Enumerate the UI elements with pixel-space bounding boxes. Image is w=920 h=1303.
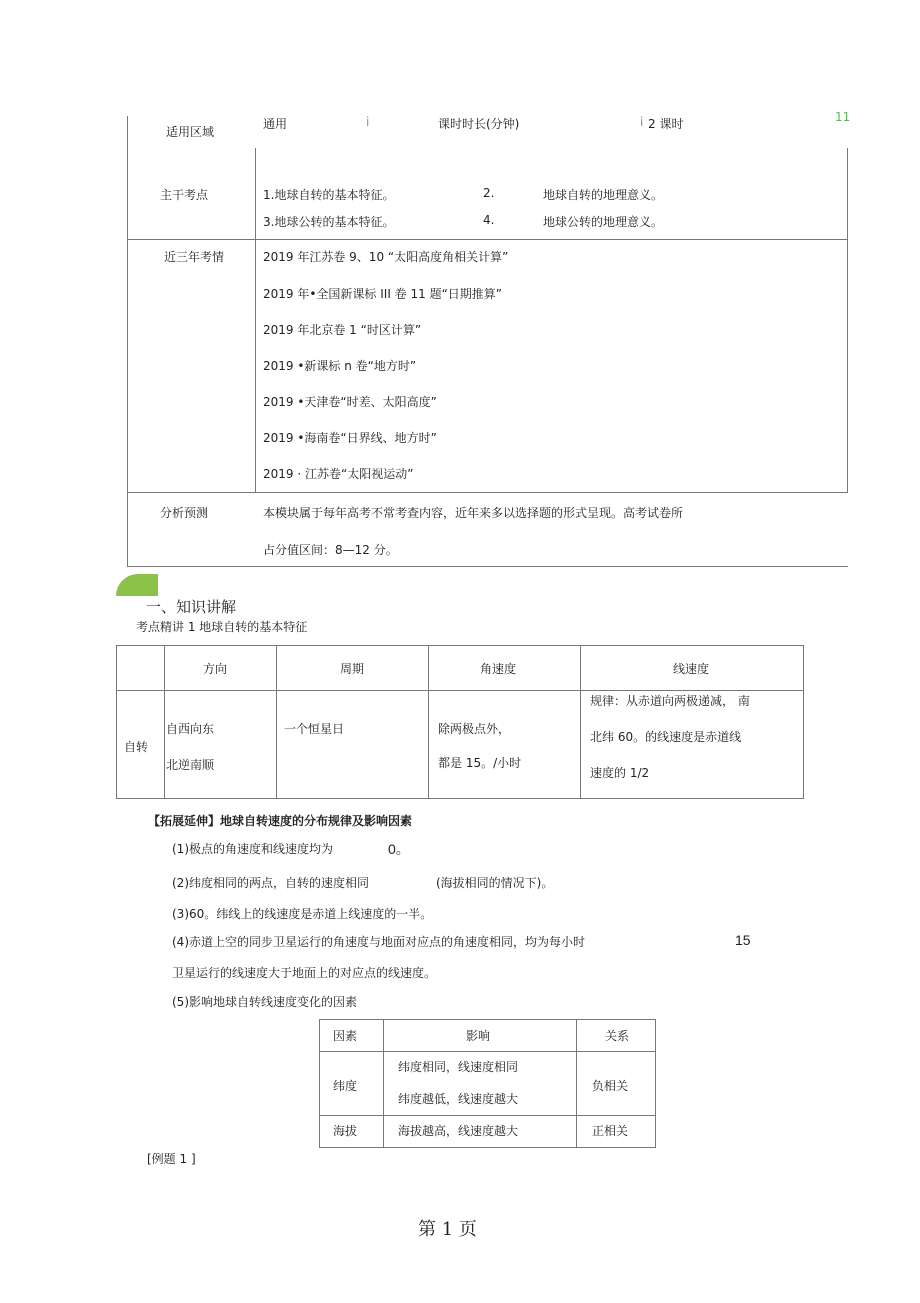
col-header-period: 周期 bbox=[340, 662, 365, 676]
header-row-line bbox=[127, 566, 848, 567]
exam-history-item: 2019 · 江苏卷“太阳视运动” bbox=[263, 467, 414, 481]
factor-altitude: 海拔 bbox=[333, 1124, 358, 1138]
key-point-text: 地球公转的基本特征。 bbox=[274, 215, 395, 229]
linear-line: 北纬 60。的线速度是赤道线 bbox=[590, 730, 742, 744]
factor-latitude-relation: 负相关 bbox=[592, 1079, 629, 1093]
key-point-3 bbox=[263, 213, 394, 230]
cursor-mark: i bbox=[366, 115, 370, 129]
exam-history-item: 2019 •海南卷“日界线、地方时” bbox=[263, 431, 437, 445]
extension-p1b: 0。 bbox=[388, 841, 410, 857]
extension-p5: (5)影响地球自转线速度变化的因素 bbox=[172, 995, 357, 1009]
key-point-num: 1. bbox=[263, 188, 275, 202]
duration-value: 2 课时 bbox=[648, 117, 684, 131]
corner-mark: 11 bbox=[835, 110, 851, 124]
rotation-table-row-line bbox=[116, 690, 804, 691]
exam-history-label: 近三年考情 bbox=[164, 250, 225, 264]
factor-header: 影响 bbox=[466, 1029, 491, 1043]
key-point-2-num: 2. bbox=[483, 186, 495, 200]
angular-line: 都是 15。/小时 bbox=[438, 756, 522, 770]
section-green-tab bbox=[116, 574, 158, 596]
factor-header: 关系 bbox=[605, 1029, 630, 1043]
header-row-line bbox=[127, 492, 848, 493]
extension-p3: (3)60。纬线上的线速度是赤道上线速度的一半。 bbox=[172, 907, 433, 921]
header-table-right-border bbox=[847, 148, 848, 493]
exam-history-item: 2019 年北京卷 1 “时区计算” bbox=[263, 323, 422, 337]
factor-latitude-effect: 纬度相同，线速度相同 bbox=[398, 1060, 519, 1074]
factor-table-col-line bbox=[383, 1019, 384, 1148]
extension-p2a: (2)纬度相同的两点，自转的速度相同 bbox=[172, 876, 369, 890]
region-label: 适用区域 bbox=[166, 125, 215, 139]
key-point-2-text: 地球自转的地理意义。 bbox=[543, 188, 664, 202]
col-header-direction: 方向 bbox=[203, 662, 228, 676]
region-value: 通用 bbox=[263, 117, 288, 131]
section-subtitle: 考点精讲 1 地球自转的基本特征 bbox=[136, 620, 308, 634]
rotation-table-col-line bbox=[580, 645, 581, 799]
exam-history-item: 2019 •新课标 n 卷“地方时” bbox=[263, 359, 417, 373]
duration-label: 课时时长(分钟) bbox=[438, 117, 520, 131]
factor-latitude: 纬度 bbox=[333, 1079, 358, 1093]
extension-p4c: 卫星运行的线速度大于地面上的对应点的线速度。 bbox=[172, 966, 437, 980]
cursor-mark: i bbox=[640, 115, 644, 129]
factor-table-row-line bbox=[319, 1051, 656, 1052]
key-point-text: 地球自转的基本特征。 bbox=[274, 188, 395, 202]
extension-p1a: (1)极点的角速度和线速度均为 bbox=[172, 842, 333, 856]
key-point-4-text: 地球公转的地理意义。 bbox=[543, 215, 664, 229]
factor-table-col-line bbox=[576, 1019, 577, 1148]
rotation-table-col-line bbox=[428, 645, 429, 799]
forecast-label: 分析预测 bbox=[160, 506, 209, 520]
forecast-line-1: 本模块属于每年高考不常考查内容，近年来多以选择题的形式呈现。高考试卷所 bbox=[263, 506, 684, 520]
example-label: [例题 1 ] bbox=[147, 1152, 196, 1166]
factor-latitude-effect: 纬度越低，线速度越大 bbox=[398, 1092, 519, 1106]
factor-table-row-line bbox=[319, 1115, 656, 1116]
row-label-rotation: 自转 bbox=[124, 740, 149, 754]
col-header-linear: 线速度 bbox=[673, 662, 710, 676]
key-point-1 bbox=[263, 186, 394, 203]
linear-line: 规律：从赤道向两极递减， 南 bbox=[590, 694, 750, 708]
extension-title: 【拓展延伸】地球自转速度的分布规律及影响因素 bbox=[148, 814, 413, 828]
forecast-line-2: 占分值区间：8—12 分。 bbox=[263, 543, 398, 557]
direction-line: 自西向东 bbox=[166, 722, 215, 736]
header-table-left-border bbox=[127, 116, 128, 567]
extension-p2b: (海拔相同的情况下)。 bbox=[436, 876, 554, 890]
factor-altitude-relation: 正相关 bbox=[592, 1124, 629, 1138]
extension-p4a: (4)赤道上空的同步卫星运行的角速度与地面对应点的角速度相同，均为每小时 bbox=[172, 935, 586, 949]
direction-line: 北逆南顺 bbox=[166, 758, 215, 772]
factor-header: 因素 bbox=[333, 1029, 358, 1043]
col-header-angular: 角速度 bbox=[480, 662, 517, 676]
period-value: 一个恒星日 bbox=[284, 722, 345, 736]
angular-line: 除两极点外， bbox=[438, 722, 511, 736]
exam-history-item: 2019 年•全国新课标 III 卷 11 题“日期推算” bbox=[263, 287, 503, 301]
rotation-table-col-line bbox=[276, 645, 277, 799]
rotation-table-col-line bbox=[164, 645, 165, 799]
key-point-num: 3. bbox=[263, 215, 275, 229]
page-number: 第 1 页 bbox=[418, 1219, 477, 1240]
header-table-divider bbox=[255, 148, 256, 493]
exam-history-item: 2019 •天津卷“时差、太阳高度” bbox=[263, 395, 437, 409]
header-row-line bbox=[127, 239, 848, 240]
section-title: 一、知识讲解 bbox=[146, 598, 237, 616]
exam-history-item: 2019 年江苏卷 9、10 “太阳高度角相关计算” bbox=[263, 250, 509, 264]
key-points-label: 主干考点 bbox=[160, 188, 209, 202]
key-point-4-num: 4. bbox=[483, 213, 495, 227]
factor-altitude-effect: 海拔越高，线速度越大 bbox=[398, 1124, 519, 1138]
linear-line: 速度的 1/2 bbox=[590, 766, 650, 780]
extension-p4b: 15 bbox=[735, 932, 751, 948]
